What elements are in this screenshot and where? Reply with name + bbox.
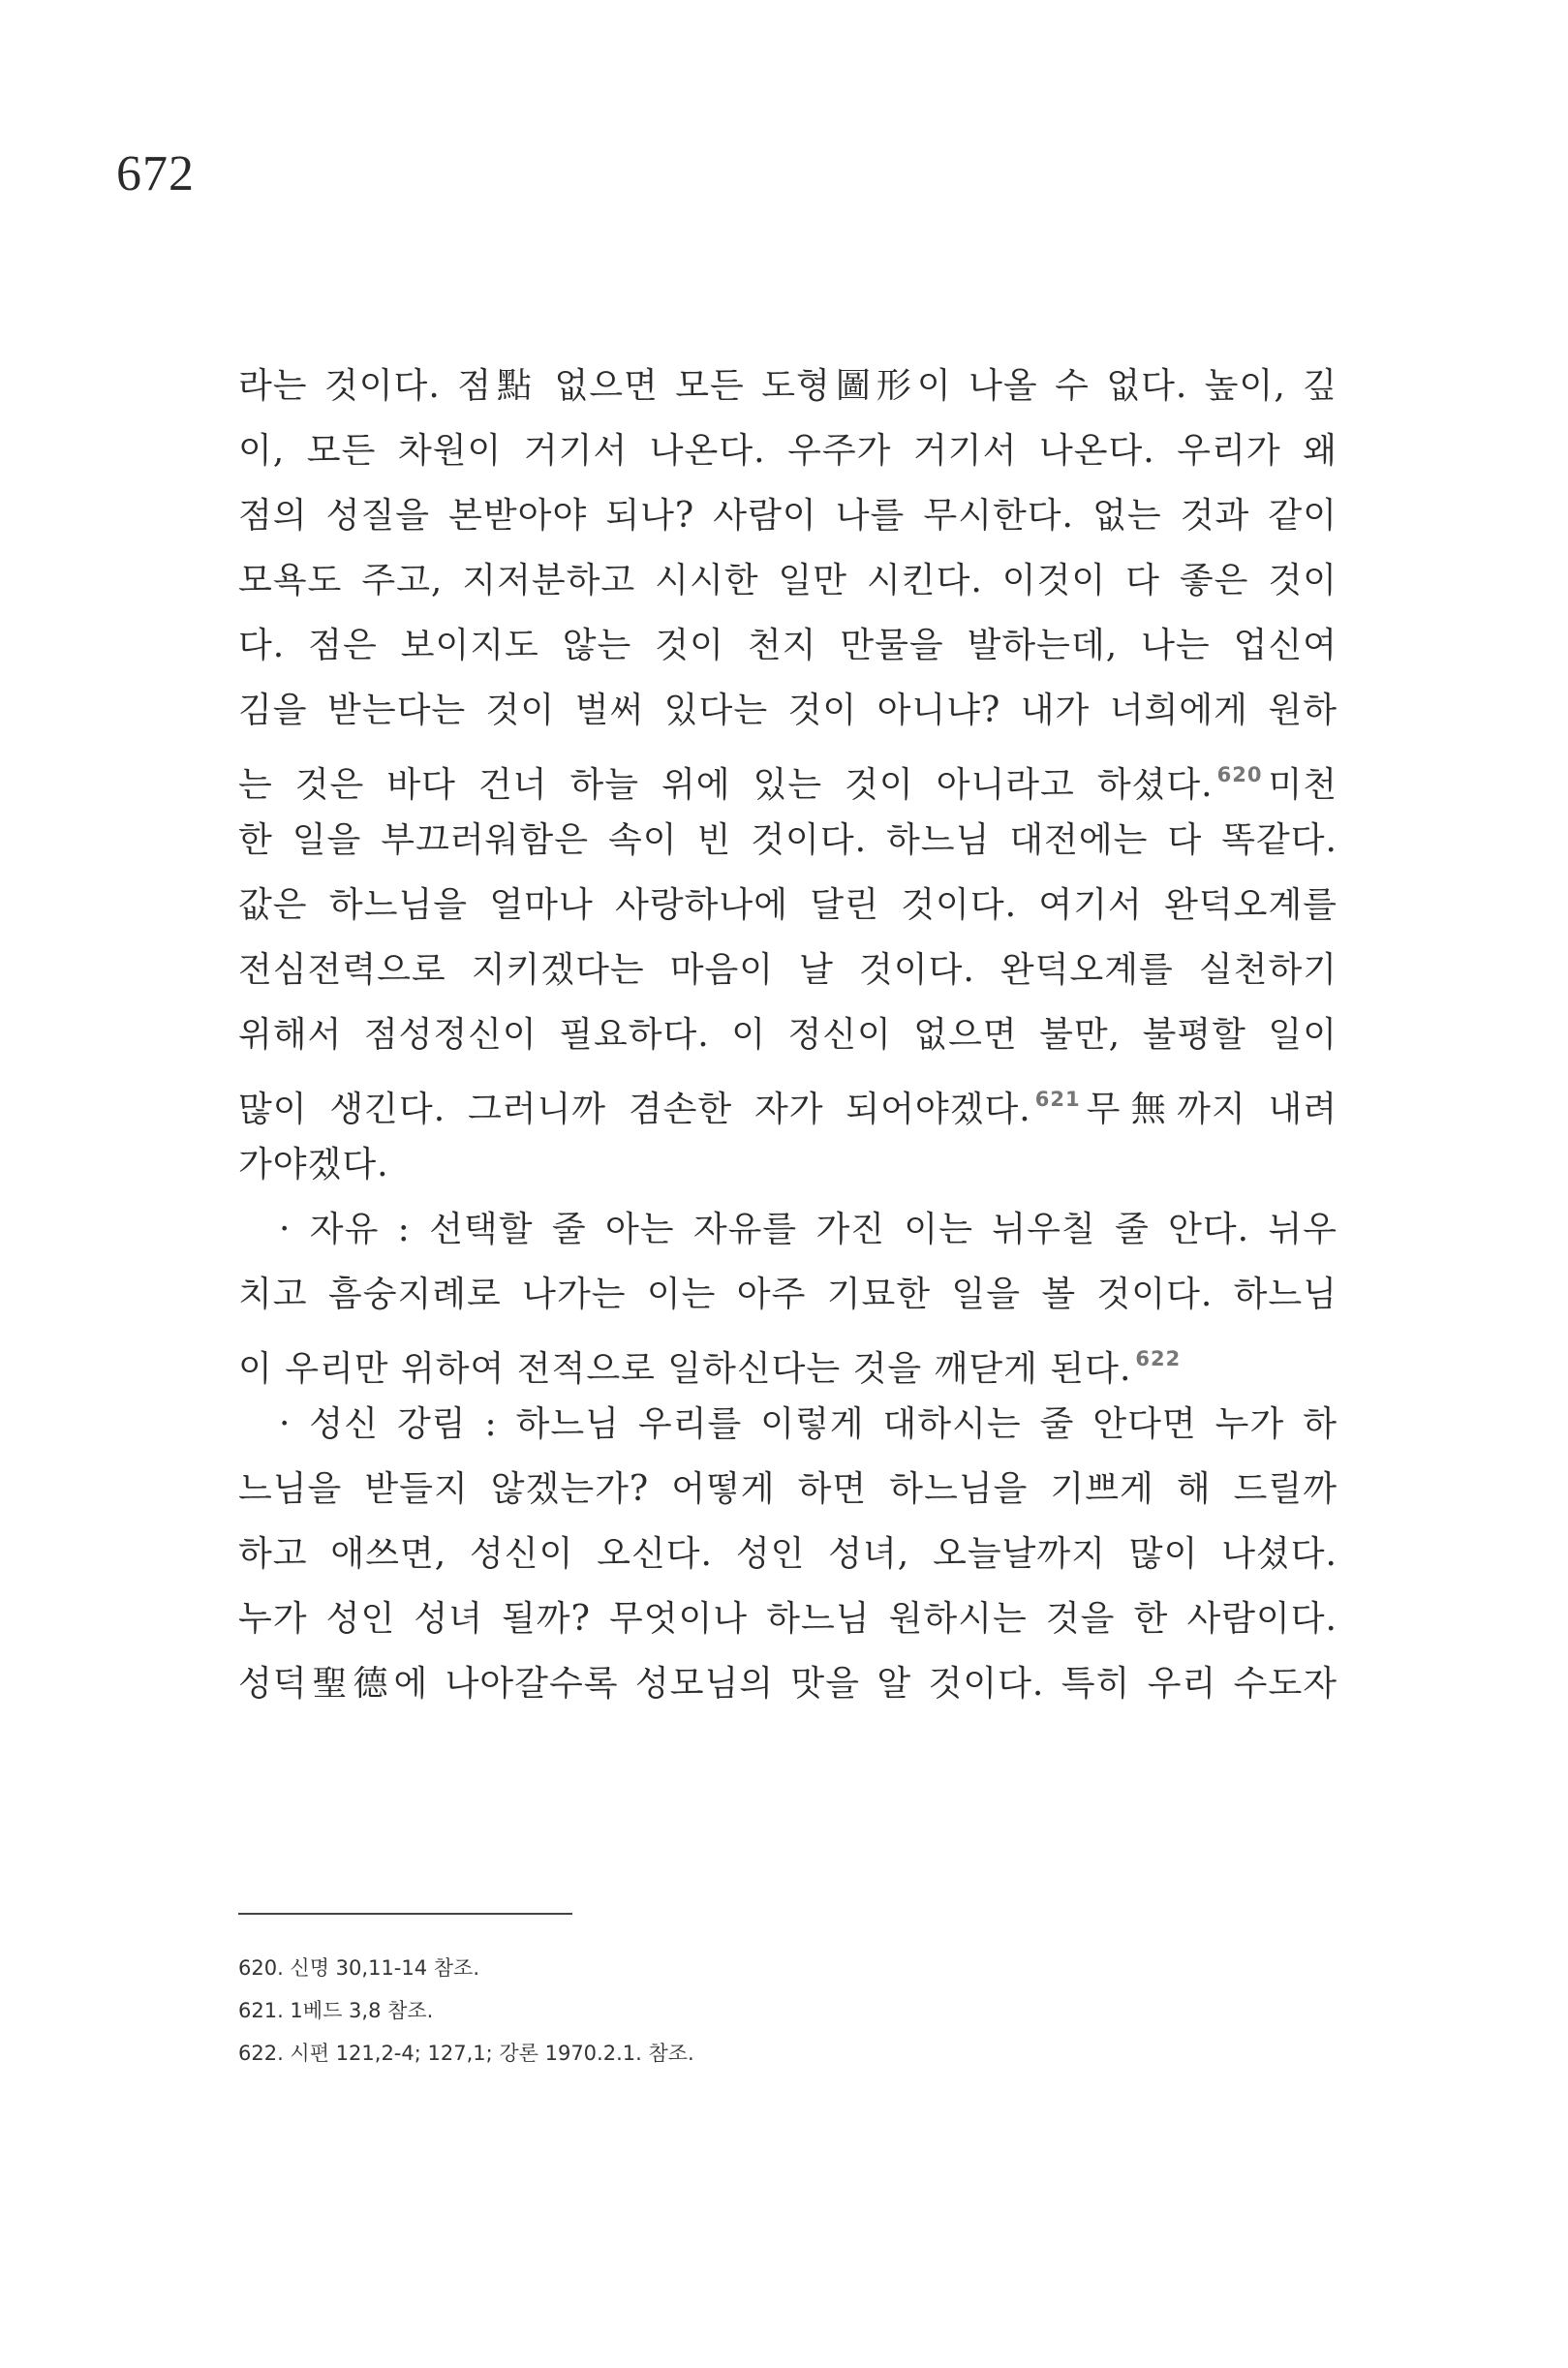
text-line	[238, 418, 1337, 483]
line-text: 이 우리만 위하여 전적으로 일하신다는 것을 깨닫게 된다.	[238, 1349, 1132, 1389]
line-text: 점의 성질을 본받아야 되나? 사람이 나를 무시한다. 없는 것과 같이	[238, 496, 1337, 536]
footnote: 622. 시편 121,2-4; 127,1; 강론 1970.2.1. 참조.	[238, 2042, 694, 2065]
line-text-continuation: 무無까지 내려	[1086, 1090, 1337, 1129]
text-line	[238, 1327, 1337, 1392]
text-line	[238, 873, 1337, 938]
line-text: 김을 받는다는 것이 벌써 있다는 것이 아니냐? 내가 너희에게 원하	[238, 691, 1337, 730]
text-line	[238, 1067, 1337, 1132]
page-number: 672	[116, 146, 195, 201]
footnote: 620. 신명 30,11-14 참조.	[238, 1956, 480, 1980]
footnote-reference: 622	[1135, 1347, 1182, 1370]
line-text: 다. 점은 보이지도 않는 것이 천지 만물을 발하는데, 나는 업신여	[238, 626, 1337, 665]
line-text: 누가 성인 성녀 될까? 무엇이나 하느님 원하시는 것을 한 사람이다.	[238, 1599, 1337, 1639]
text-line	[238, 613, 1337, 678]
footnote-reference: 621	[1034, 1088, 1081, 1111]
line-text: 한 일을 부끄러워함은 속이 빈 것이다. 하느님 대전에는 다 똑같다.	[238, 820, 1337, 860]
text-line	[238, 1392, 1337, 1457]
line-text: 라는 것이다. 점點 없으면 모든 도형圖形이 나올 수 없다. 높이, 깊	[238, 366, 1337, 406]
footnote: 621. 1베드 3,8 참조.	[238, 1999, 434, 2022]
text-line	[238, 1457, 1337, 1522]
footnote-reference: 620	[1216, 763, 1263, 786]
line-text: 는 것은 바다 건너 하늘 위에 있는 것이 아니라고 하셨다.	[238, 765, 1214, 805]
line-text: 하고 애쓰면, 성신이 오신다. 성인 성녀, 오늘날까지 많이 나셨다.	[238, 1534, 1337, 1574]
text-line	[238, 483, 1337, 548]
line-text: 값은 하느님을 얼마나 사랑하나에 달린 것이다. 여기서 완덕오계를	[238, 885, 1337, 925]
text-line	[238, 743, 1337, 808]
line-text: · 자유 : 선택할 줄 아는 자유를 가진 이는 뉘우칠 줄 안다. 뉘우	[279, 1210, 1337, 1249]
line-text: 치고 흠숭지례로 나가는 이는 아주 기묘한 일을 볼 것이다. 하느님	[238, 1275, 1337, 1314]
line-text: 전심전력으로 지키겠다는 마음이 날 것이다. 완덕오계를 실천하기	[238, 950, 1337, 990]
text-line	[238, 1651, 1337, 1716]
text-line	[238, 1197, 1337, 1262]
text-line	[238, 1002, 1337, 1067]
text-line	[238, 1586, 1337, 1651]
line-text: 가야겠다.	[238, 1145, 389, 1184]
text-line	[238, 548, 1337, 613]
line-text: · 성신 강림 : 하느님 우리를 이렇게 대하시는 줄 안다면 누가 하	[279, 1404, 1337, 1444]
text-line	[238, 938, 1337, 1002]
footnotes	[238, 1947, 694, 2075]
text-line	[238, 1522, 1337, 1586]
line-text: 많이 생긴다. 그러니까 겸손한 자가 되어야겠다.	[238, 1090, 1031, 1129]
text-line	[238, 354, 1337, 418]
line-text: 위해서 점성정신이 필요하다. 이 정신이 없으면 불만, 불평할 일이	[238, 1015, 1337, 1055]
footnote-divider	[238, 1913, 572, 1915]
text-line	[238, 1262, 1337, 1327]
line-text-continuation: 미천	[1268, 765, 1337, 805]
line-text: 성덕聖德에 나아갈수록 성모님의 맛을 알 것이다. 특히 우리 수도자	[238, 1664, 1337, 1704]
text-line	[238, 678, 1337, 743]
text-line	[238, 1132, 1337, 1197]
line-text: 모욕도 주고, 지저분하고 시시한 일만 시킨다. 이것이 다 좋은 것이	[238, 561, 1337, 600]
line-text: 느님을 받들지 않겠는가? 어떻게 하면 하느님을 기쁘게 해 드릴까	[238, 1469, 1337, 1509]
text-line	[238, 808, 1337, 873]
body-text	[238, 354, 1337, 1716]
line-text: 이, 모든 차원이 거기서 나온다. 우주가 거기서 나온다. 우리가 왜	[238, 431, 1337, 471]
